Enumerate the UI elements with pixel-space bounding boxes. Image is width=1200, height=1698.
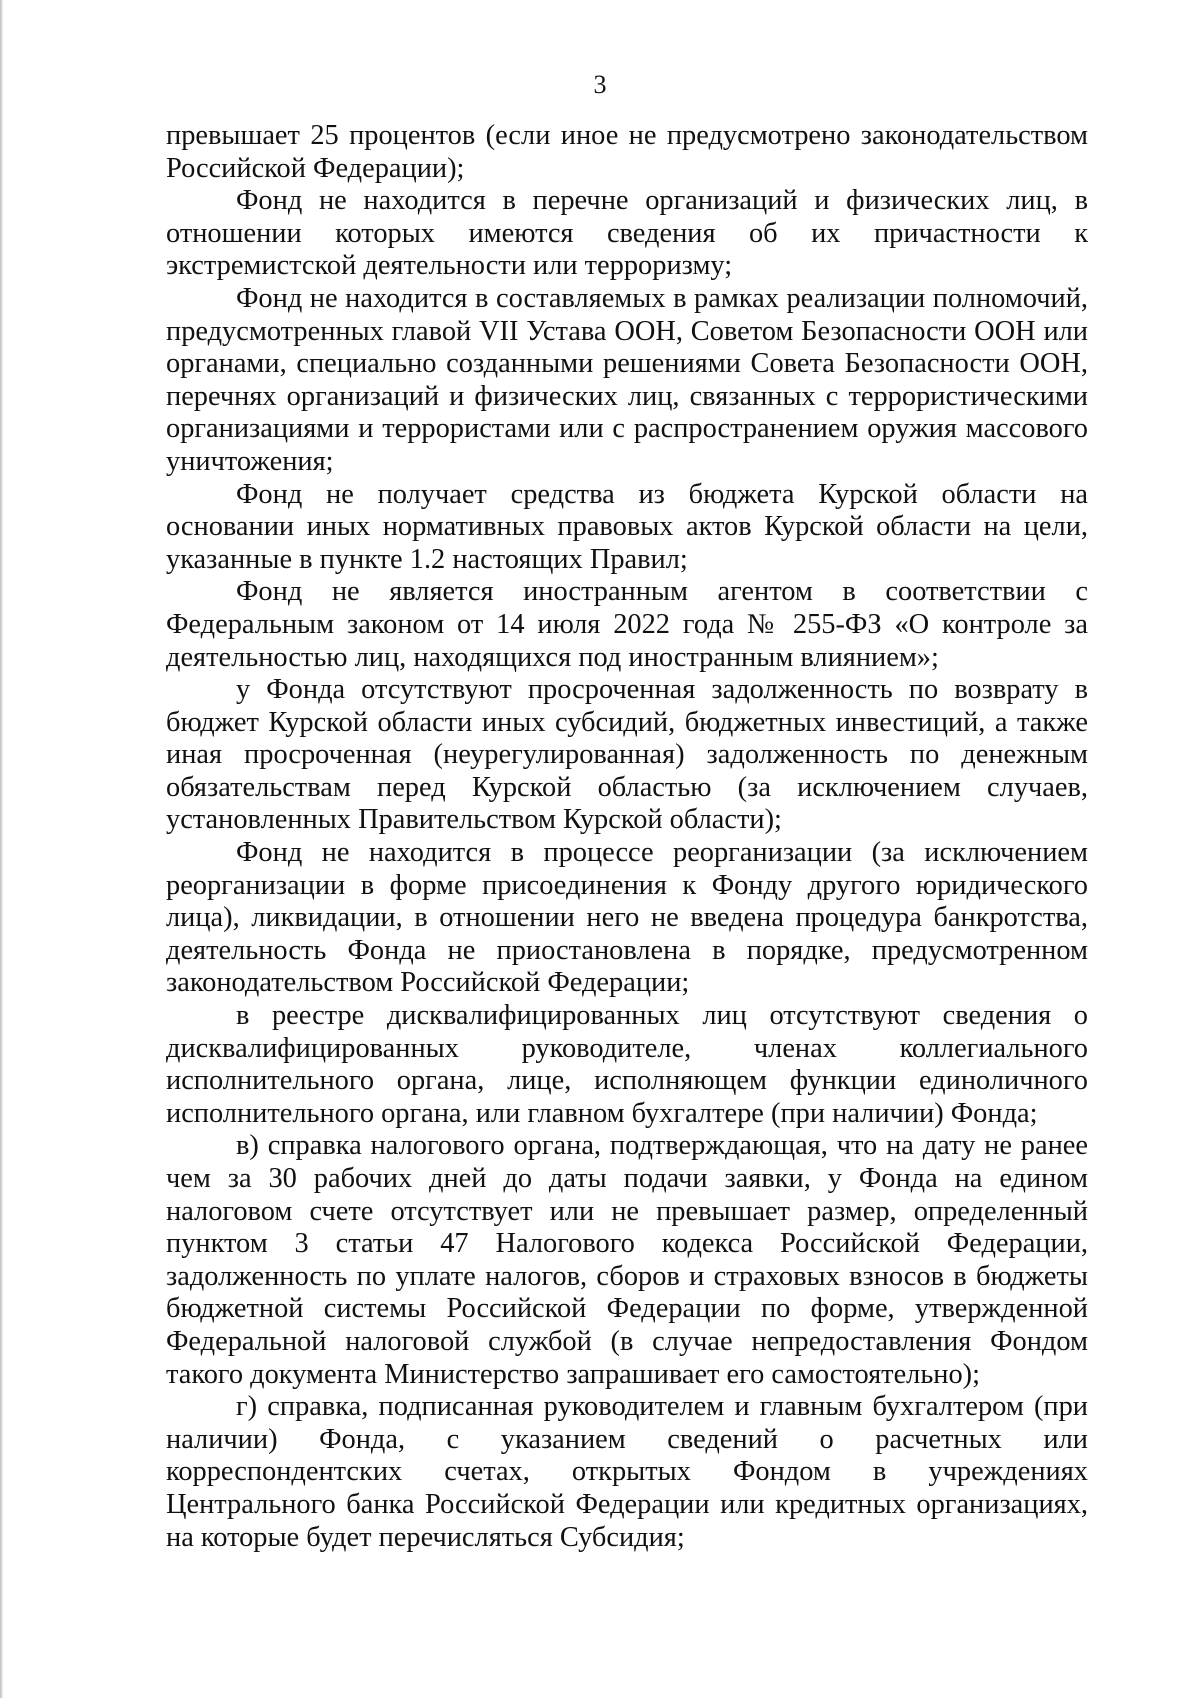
paragraph-10: г) справка, подписанная руководителем и главным бухгалтером (при наличии) Фонда, с указанием сведений о расчетных или корреспондентских счетах, открытых Фондом в учреждениях Центрального банка Российской Федерации или кредитных организациях, на которые будет перечисляться Субсидия; <box>166 1391 1088 1553</box>
paragraph-5: Фонд не является иностранным агентом в соответствии с Федеральным законом от 14 июля 2022 года № 255-ФЗ «О контроле за деятельностью лиц, находящихся под иностранным влиянием»; <box>166 576 1088 673</box>
paragraph-7: Фонд не находится в процессе реорганизации (за исключением реорганизации в форме присоединения к Фонду другого юридического лица), ликвидации, в отношении него не введена процедура банкротства, деятельность Фонда не приостановлена в порядке, предусмотренном законодательством Российской Федерации; <box>166 837 1088 999</box>
paragraph-1: превышает 25 процентов (если иное не предусмотрено законодательством Российской Федерации); <box>166 120 1088 184</box>
scan-edge-shadow <box>0 0 3 1698</box>
paragraph-9: в) справка налогового органа, подтверждающая, что на дату не ранее чем за 30 рабочих дней до даты подачи заявки, у Фонда на едином налоговом счете отсутствует или не превышает размер, определенный пунктом 3 статьи 47 Налогового кодекса Российской Федерации, задолженность по уплате налогов, сборов и страховых взносов в бюджеты бюджетной системы Российской Федерации по форме, утвержденной Федеральной налоговой службой (в случае непредоставления Фондом такого документа Министерство запрашивает его самостоятельно); <box>166 1130 1088 1390</box>
document-body <box>166 120 1088 1554</box>
page-number: 3 <box>593 70 607 99</box>
paragraph-2: Фонд не находится в перечне организаций и физических лиц, в отношении которых имеются сведения об их причастности к экстремистской деятельности или терроризму; <box>166 185 1088 282</box>
paragraph-8: в реестре дисквалифицированных лиц отсутствуют сведения о дисквалифицированных руководителе, членах коллегиального исполнительного органа, лице, исполняющем функции единоличного исполнительного органа, или главном бухгалтере (при наличии) Фонда; <box>166 1000 1088 1129</box>
paragraph-4: Фонд не получает средства из бюджета Курской области на основании иных нормативных правовых актов Курской области на цели, указанные в пункте 1.2 настоящих Правил; <box>166 478 1088 575</box>
paragraph-6: у Фонда отсутствуют просроченная задолженность по возврату в бюджет Курской области иных субсидий, бюджетных инвестиций, а также иная просроченная (неурегулированная) задолженность по денежным обязательствам перед Курской областью (за исключением случаев, установленных Правительством Курской области); <box>166 674 1088 836</box>
paragraph-3: Фонд не находится в составляемых в рамках реализации полномочий, предусмотренных главой VII Устава ООН, Советом Безопасности ООН или органами, специально созданными решениями Совета Безопасности ООН, перечнях организаций и физических лиц, связанных с террористическими организациями и террористами или с распространением оружия массового уничтожения; <box>166 282 1088 477</box>
